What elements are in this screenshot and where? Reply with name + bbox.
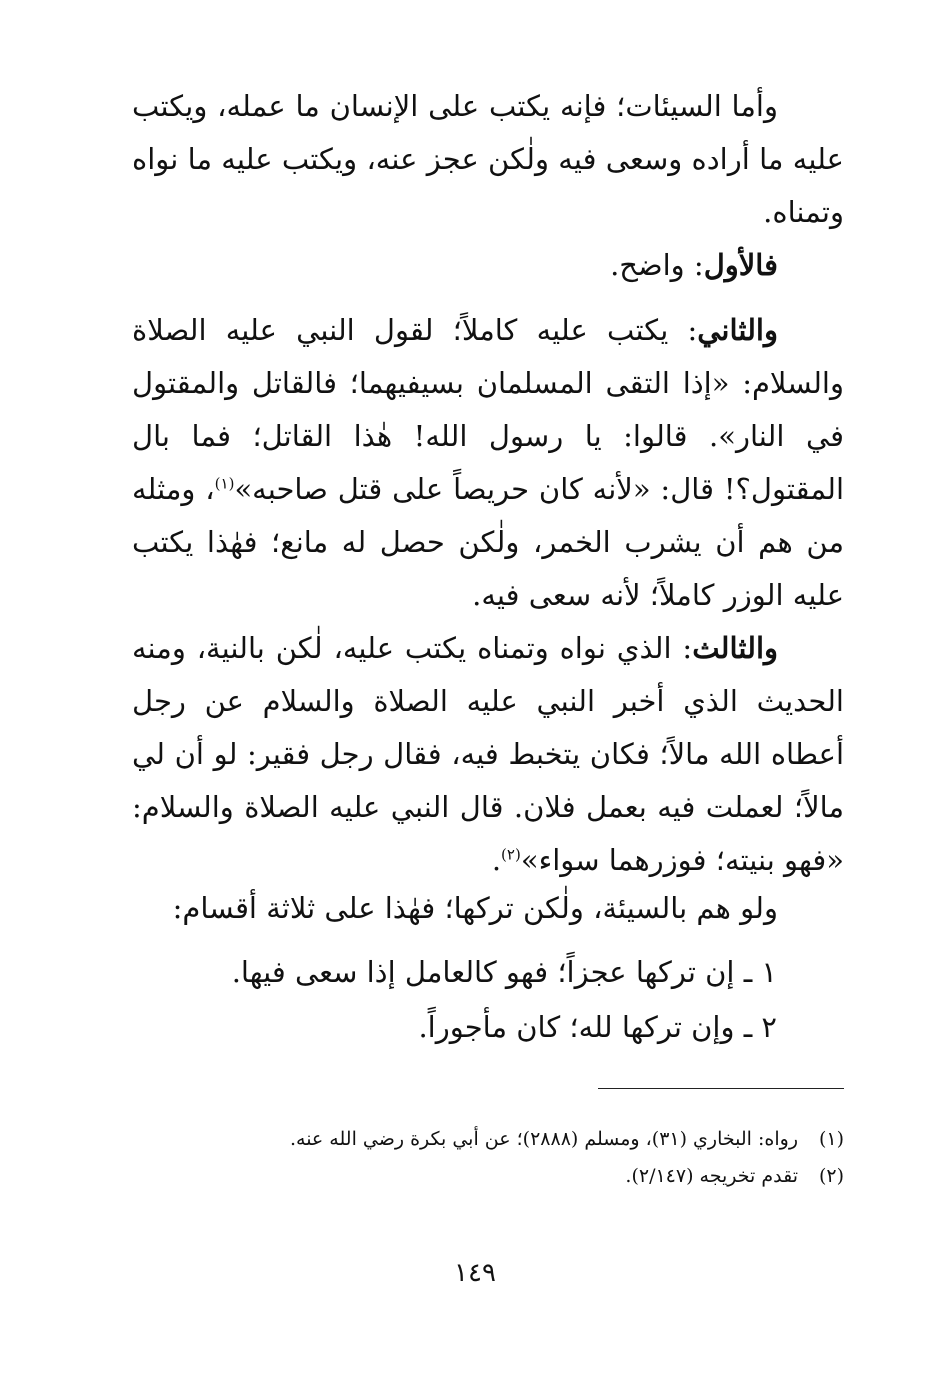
footnote-text: رواه: البخاري (٣١)، ومسلم (٢٨٨٨)؛ عن أبي بكرة رضي الله عنه. xyxy=(289,1128,798,1150)
footnote xyxy=(290,1124,844,1154)
paragraph-text: : الذي نواه وتمناه يكتب عليه، لٰكن بالنية، ومنه الحديث الذي أخبر النبي عليه الصلاة والسلام عن رجل أعطاه الله مالاً؛ فكان يتخبط فيه، فقال رجل فقير: لو أن لي مالاً؛ لعملت فيه بعمل فلان. قال النبي عليه الصلاة والسلام: «فهو بنيته؛ فوزرهما سواء» xyxy=(132,631,844,877)
paragraph-text: وأما السيئات؛ فإنه يكتب على الإنسان ما عمله، ويكتب عليه ما أراده وسعى فيه ولٰكن عجز عنه، ويكتب عليه ما نواه وتمناه. xyxy=(132,89,844,229)
footnote-marker: (١) xyxy=(214,474,235,493)
paragraph-text: ولو هم بالسيئة، ولٰكن تركها؛ فهٰذا على ثلاثة أقسام: xyxy=(172,891,778,925)
paragraph-bad-deeds-intro xyxy=(132,80,844,239)
paragraph-third-type xyxy=(132,622,844,887)
paragraph-text-continued: . xyxy=(491,843,502,877)
paragraph-text: : واضح. xyxy=(610,248,704,282)
footnote-divider xyxy=(598,1088,844,1089)
footnote-marker: (٢) xyxy=(501,845,521,864)
page-number: ١٤٩ xyxy=(454,1258,496,1288)
list-item: ١ ـ إن تركها عجزاً؛ فهو كالعامل إذا سعى فيها. xyxy=(231,955,777,989)
paragraph-first-type xyxy=(132,239,844,292)
footnote-number: (٢) xyxy=(818,1165,844,1187)
footnote-text: تقدم تخريجه (٢/١٤٧). xyxy=(625,1165,798,1187)
paragraph-text: : يكتب عليه كاملاً؛ لقول النبي عليه الصلاة والسلام: «إذا التقى المسلمان بسيفيهما؛ فالقاتل والمقتول في النار». قالوا: يا رسول الله! هٰذا القاتل؛ فما بال المقتول؟! قال: «لأنه كان حريصاً على قتل صاحبه» xyxy=(132,313,845,506)
paragraph-lead-term: والثاني xyxy=(697,313,778,347)
list-item: ٢ ـ وإن تركها لله؛ كان مأجوراً. xyxy=(418,1010,777,1044)
footnote-number: (١) xyxy=(818,1128,844,1150)
paragraph-lead-term: والثالث xyxy=(692,631,778,665)
paragraph-abandoned-bad-deed xyxy=(132,882,844,935)
footnote xyxy=(625,1161,844,1191)
paragraph-text-continued: ، ومثله من هم أن يشرب الخمر، ولٰكن حصل له مانع؛ فهٰذا يكتب عليه الوزر كاملاً؛ لأنه سعى فيه. xyxy=(132,472,844,612)
paragraph-second-type xyxy=(132,304,844,622)
paragraph-lead-term: فالأول xyxy=(703,248,778,282)
